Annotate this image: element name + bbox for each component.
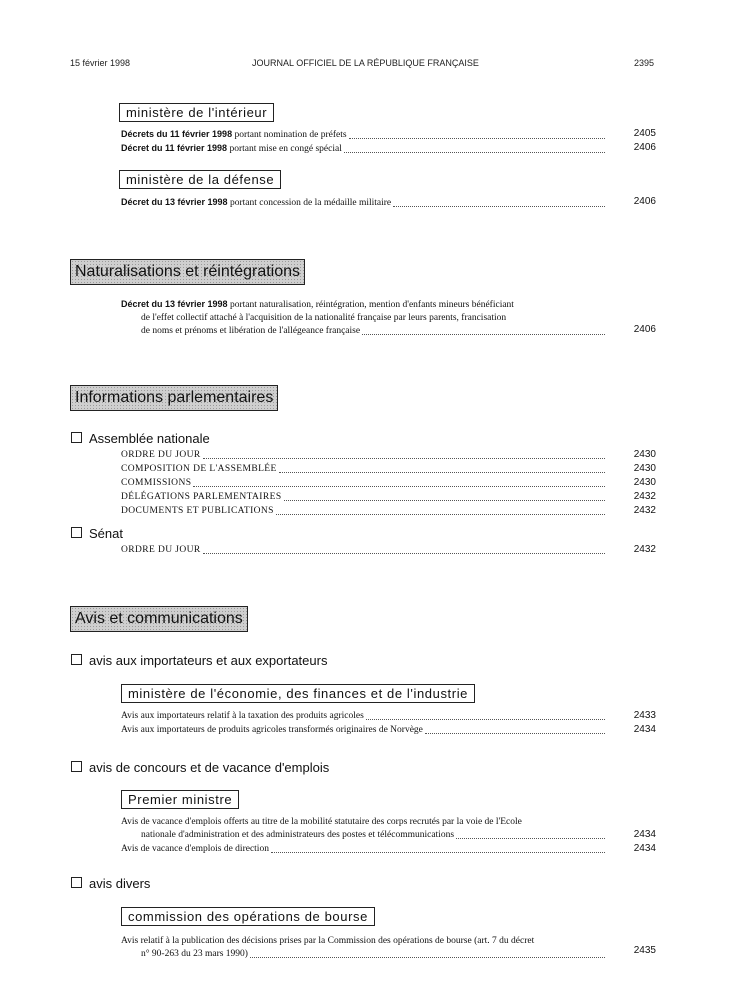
ministry-economie-heading: ministère de l'économie, des finances et de l'industrie <box>121 684 475 703</box>
page-ref: 2435 <box>633 945 656 956</box>
entry-assemblee-1: ORDRE DU JOUR <box>121 449 607 462</box>
naturalisations-banner: Naturalisations et réintégrations <box>70 259 305 285</box>
entry-date: Décret du 13 février 1998 <box>121 299 228 309</box>
header-page-number: 2395 <box>633 58 654 68</box>
entry-interieur-2 <box>121 142 607 156</box>
ministry-interieur-heading: ministère de l'intérieur <box>119 103 274 122</box>
entry-divers-1: Avis relatif à la publication des décisions prises par la Commission des opérations de bourse (art. 7 du décret n° 90-263 du 23 mars 1990) <box>121 935 607 961</box>
entry-assemblee-2: COMPOSITION DE L'ASSEMBLÉE <box>121 463 607 476</box>
avis-concours-heading: avis de concours et de vacance d'emplois <box>71 760 329 775</box>
entry-text: de l'effet collectif attaché à l'acquisition de la nationalité française par leurs parents, francisation <box>141 313 507 323</box>
avis-communications-banner: Avis et communications <box>70 606 248 632</box>
page-ref: 2434 <box>633 829 656 840</box>
checkbox-square-icon <box>71 432 82 443</box>
header-date: 15 février 1998 <box>70 58 131 68</box>
page-ref: 2433 <box>633 710 656 721</box>
entry-interieur-1 <box>121 128 607 142</box>
entry-defense-1 <box>121 196 607 210</box>
ministry-defense-heading: ministère de la défense <box>119 170 281 189</box>
page-ref: 2432 <box>633 505 656 516</box>
page-ref: 2432 <box>633 491 656 502</box>
entry-assemblee-3: COMMISSIONS <box>121 477 607 490</box>
entry-text: de noms et prénoms et libération de l'allégeance française <box>141 326 361 336</box>
checkbox-square-icon <box>71 761 82 772</box>
page-ref: 2406 <box>633 324 656 335</box>
checkbox-square-icon <box>71 527 82 538</box>
page-ref: 2406 <box>633 142 656 153</box>
entry-assemblee-5: DOCUMENTS ET PUBLICATIONS <box>121 505 607 518</box>
page-ref: 2430 <box>633 477 656 488</box>
page-ref: 2406 <box>633 196 656 207</box>
page-ref: 2434 <box>633 724 656 735</box>
avis-divers-heading: avis divers <box>71 876 150 891</box>
assemblee-nationale-heading: Assemblée nationale <box>71 431 210 446</box>
entry-text: portant naturalisation, réintégration, mention d'enfants mineurs bénéficiant <box>227 300 514 310</box>
header-title: JOURNAL OFFICIEL DE LA RÉPUBLIQUE FRANÇAISE <box>252 58 479 68</box>
entry-naturalisations-1 <box>121 298 607 338</box>
informations-parlementaires-banner: Informations parlementaires <box>70 385 278 411</box>
commission-bourse-heading: commission des opérations de bourse <box>121 907 375 926</box>
avis-importateurs-heading: avis aux importateurs et aux exportateurs <box>71 653 327 668</box>
entry-importateurs-1: Avis aux importateurs relatif à la taxation des produits agricoles <box>121 710 607 723</box>
page-ref: 2434 <box>633 843 656 854</box>
entry-concours-2: Avis de vacance d'emplois de direction <box>121 843 607 856</box>
page-ref: 2430 <box>633 463 656 474</box>
entry-date: Décrets du 11 février 1998 <box>121 129 233 139</box>
entry-concours-1: Avis de vacance d'emplois offerts au titre de la mobilité statutaire des corps recrutés par la voie de l'Ecole nationale d'administration et des administrateurs des postes et télécommunications <box>121 816 607 842</box>
entry-text: portant mise en congé spécial <box>227 144 342 154</box>
entry-senat-1: ORDRE DU JOUR <box>121 544 607 557</box>
entry-date: Décret du 13 février 1998 <box>121 197 228 207</box>
checkbox-square-icon <box>71 654 82 665</box>
entry-date: Décret du 11 février 1998 <box>121 143 228 153</box>
senat-heading: Sénat <box>71 526 123 541</box>
page-ref: 2432 <box>633 544 656 555</box>
page-ref: 2430 <box>633 449 656 460</box>
entry-importateurs-2: Avis aux importateurs de produits agricoles transformés originaires de Norvège <box>121 724 607 737</box>
premier-ministre-heading: Premier ministre <box>121 790 239 809</box>
entry-text: portant nomination de préfets <box>232 130 347 140</box>
entry-assemblee-4: DÉLÉGATIONS PARLEMENTAIRES <box>121 491 607 504</box>
page-ref: 2405 <box>633 128 656 139</box>
checkbox-square-icon <box>71 877 82 888</box>
entry-text: portant concession de la médaille militaire <box>227 198 392 208</box>
